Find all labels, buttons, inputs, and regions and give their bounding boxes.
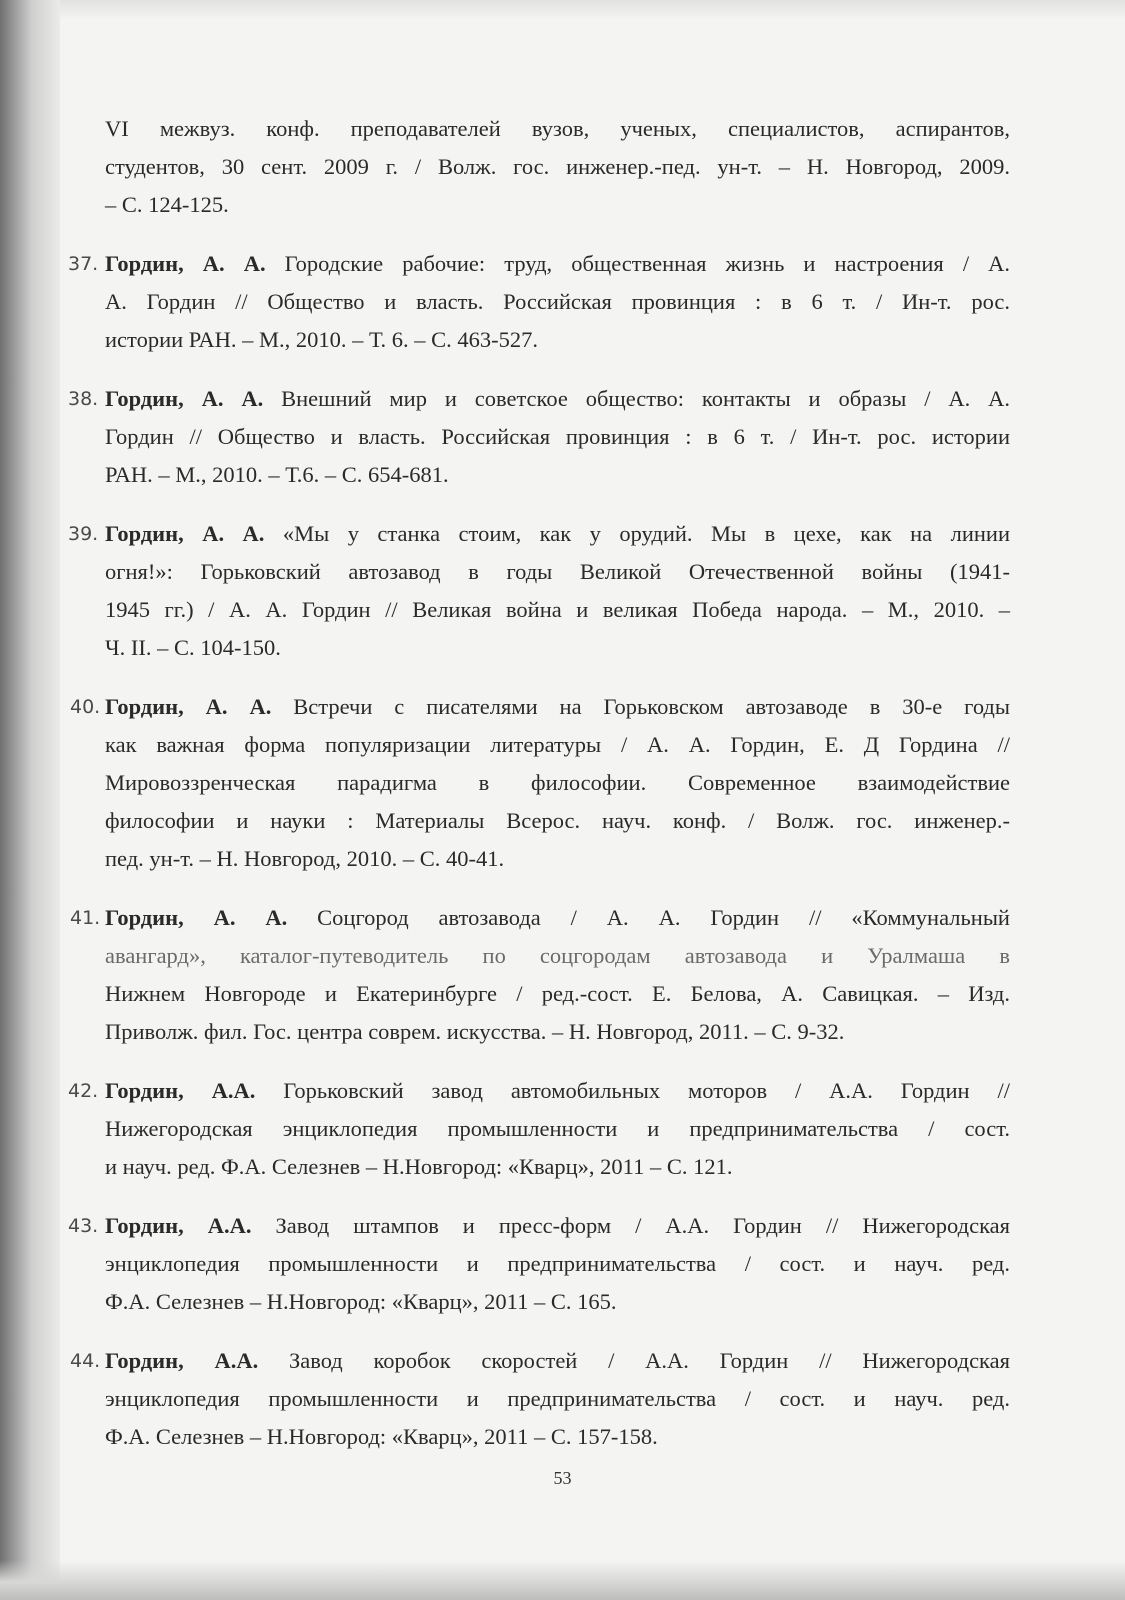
entry-number: 37. (68, 253, 99, 275)
text-line (105, 1342, 1010, 1380)
text-run: «Мы у станка стоим, как у орудий. Мы в цехе, как на линии (264, 521, 1010, 546)
text-run: Соцгород автозавода / А. А. Гордин // «Коммунальный (287, 905, 1010, 930)
text-line: как важная форма популяризации литературы / А. А. Гордин, Е. Д Гордина // (105, 732, 1010, 757)
bibliography-page (68, 110, 1010, 1477)
text-line: РАН. – М., 2010. – Т.6. – С. 654-681. (105, 462, 449, 487)
text-line (105, 515, 1010, 553)
page-number: 53 (553, 1468, 572, 1488)
text-run: Городские рабочие: труд, общественная жизнь и настроения / А. (265, 251, 1010, 276)
entry-author: Гордин, А. А. (105, 251, 266, 276)
text-line: Ф.А. Селезнев – Н.Новгород: «Кварц», 2011 – С. 157-158. (105, 1424, 658, 1449)
scan-top-shadow (0, 0, 1125, 20)
text-line (105, 899, 1010, 937)
text-line: истории РАН. – М., 2010. – Т. 6. – С. 463-527. (105, 327, 539, 352)
text-run: Встречи с писателями на Горьковском автозаводе в 30-е годы (271, 694, 1010, 719)
text-line: VI межвуз. конф. преподавателей вузов, ученых, специалистов, аспирантов, (105, 116, 1010, 141)
entry-number: 38. (68, 388, 99, 410)
text-line: Гордин // Общество и власть. Российская провинция : в 6 т. / Ин-т. рос. истории (105, 424, 1010, 449)
entry-number: 44. (70, 1350, 101, 1372)
text-line: Мировоззренческая парадигма в философии. Современное взаимодействие (105, 770, 1010, 795)
entry-number: 42. (68, 1080, 99, 1102)
entry-author: Гордин, А.А. (105, 1348, 259, 1373)
text-line: и науч. ред. Ф.А. Селезнев – Н.Новгород: «Кварц», 2011 – С. 121. (105, 1154, 733, 1179)
text-line (105, 1207, 1010, 1245)
text-line: философии и науки : Материалы Всерос. науч. конф. / Волж. гос. инженер.- (105, 808, 1010, 833)
bibliography-entry-44 (70, 1342, 1010, 1456)
text-run: Горьковский завод автомобильных моторов / А.А. Гордин // (255, 1078, 1010, 1103)
bibliography-entry-40 (70, 688, 1010, 878)
entry-number: 41. (70, 907, 101, 929)
entry-author: Гордин, А. А. (105, 521, 265, 546)
text-line: Ч. II. – С. 104-150. (105, 635, 281, 660)
bibliography-entry-42 (68, 1072, 1010, 1186)
entry-number: 43. (68, 1215, 99, 1237)
text-line (105, 688, 1010, 726)
text-line: А. Гордин // Общество и власть. Российская провинция : в 6 т. / Ин-т. рос. (105, 289, 1010, 314)
text-line: Нижнем Новгороде и Екатеринбурге / ред.-сост. Е. Белова, А. Савицкая. – Изд. (105, 981, 1010, 1006)
text-line: – С. 124-125. (105, 192, 229, 217)
text-line: пед. ун-т. – Н. Новгород, 2010. – С. 40-41. (105, 846, 505, 871)
entry-author: Гордин, А. А. (105, 386, 264, 411)
text-line (105, 380, 1010, 418)
text-line: Ф.А. Селезнев – Н.Новгород: «Кварц», 2011 – С. 165. (105, 1289, 617, 1314)
scan-binding-shadow (0, 0, 60, 1600)
text-line: огня!»: Горьковский автозавод в годы Великой Отечественной войны (1941- (105, 559, 1010, 584)
continuation-paragraph (105, 110, 1010, 224)
entry-author: Гордин, А.А. (105, 1213, 252, 1238)
bibliography-entry-41 (70, 899, 1010, 1051)
text-line: энциклопедия промышленности и предпринимательства / сост. и науч. ред. (105, 1386, 1010, 1411)
text-line: студентов, 30 сент. 2009 г. / Волж. гос. инженер.-пед. ун-т. – Н. Новгород, 2009. (105, 154, 1010, 179)
text-line: авангард», каталог-путеводитель по соцгородам автозавода и Уралмаша в (105, 943, 1010, 968)
text-line: энциклопедия промышленности и предпринимательства / сост. и науч. ред. (105, 1251, 1010, 1276)
scan-bottom-shadow (0, 1560, 1125, 1600)
text-line: 1945 гг.) / А. А. Гордин // Великая война и великая Победа народа. – М., 2010. – (105, 597, 1010, 622)
entry-number: 39. (68, 523, 99, 545)
text-line (105, 1072, 1010, 1110)
text-run: Завод штампов и пресс-форм / А.А. Гордин // Нижегородская (251, 1213, 1010, 1238)
bibliography-entry-39 (68, 515, 1010, 667)
text-line (105, 245, 1010, 283)
entry-number: 40. (70, 696, 101, 718)
text-line: Приволж. фил. Гос. центра соврем. искусства. – Н. Новгород, 2011. – С. 9-32. (105, 1019, 845, 1044)
bibliography-entry-38 (68, 380, 1010, 494)
entry-author: Гордин, А. А. (105, 694, 272, 719)
bibliography-entry-37 (68, 245, 1010, 359)
text-run: Завод коробок скоростей / А.А. Гордин // Нижегородская (258, 1348, 1010, 1373)
text-line: Нижегородская энциклопедия промышленности и предпринимательства / сост. (105, 1116, 1010, 1141)
text-run: Внешний мир и советское общество: контакты и образы / А. А. (263, 386, 1010, 411)
bibliography-entry-43 (68, 1207, 1010, 1321)
entry-author: Гордин, А. А. (105, 905, 288, 930)
entry-author: Гордин, А.А. (105, 1078, 256, 1103)
